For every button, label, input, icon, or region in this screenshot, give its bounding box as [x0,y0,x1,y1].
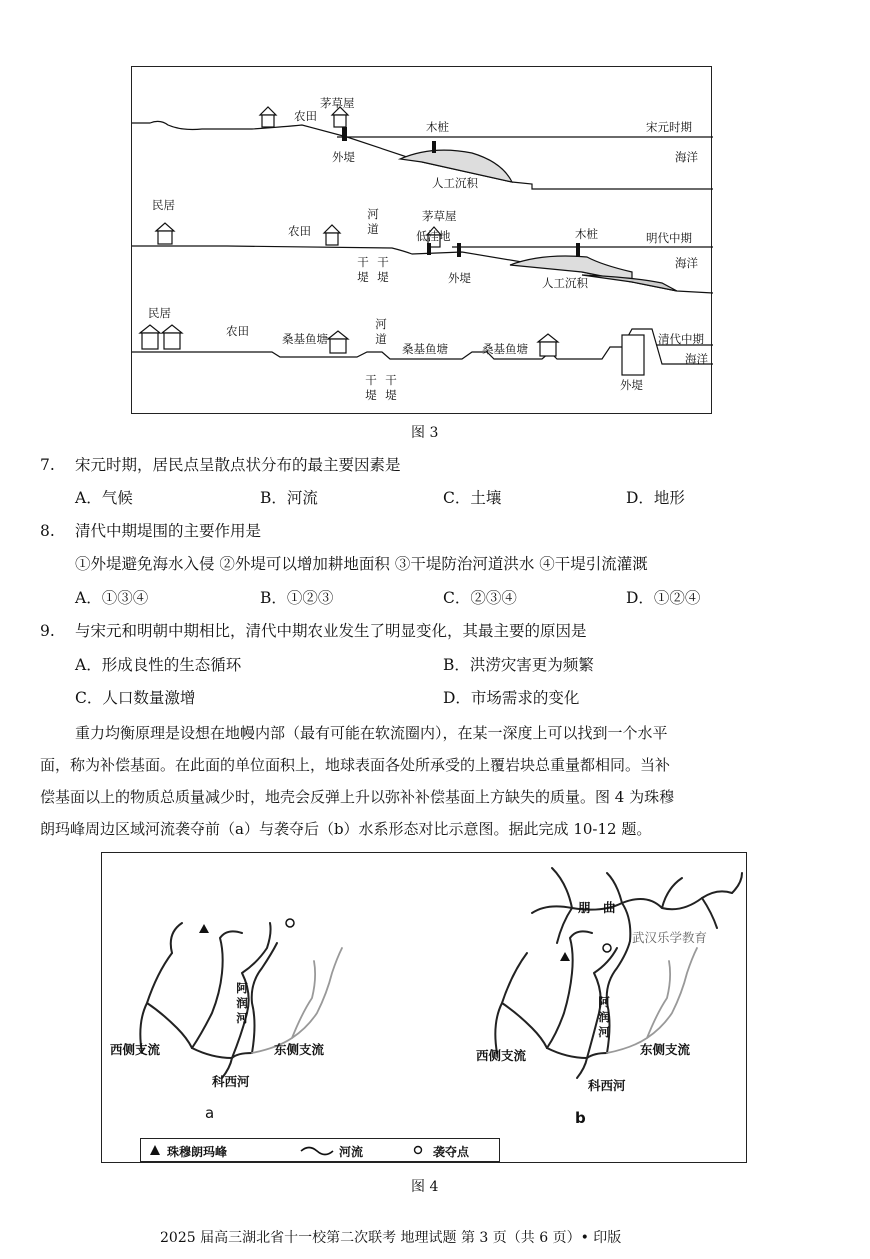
q7-option-d: D．地形 [626,489,685,507]
qing-pond3-label: 桑基鱼塘 [482,342,528,356]
ming-sediment-label: 人工沉积 [542,276,588,290]
song-period-label: 宋元时期 [646,120,692,134]
a-west-label: 西侧支流 [110,1042,161,1057]
song-dike-label: 外堤 [332,150,355,164]
q8-statements: ①外堤避免海水入侵 ②外堤可以增加耕地面积 ③干堤防治河道洪水 ④干堤引流灌溉 [75,555,648,573]
q7-stem: 宋元时期，居民点呈散点状分布的最主要因素是 [75,456,401,474]
qing-pond2-label: 桑基鱼塘 [402,342,448,356]
b-west-label: 西侧支流 [476,1048,527,1063]
qing-outer-dike-label: 外堤 [620,378,643,392]
q9-number: 9. [40,622,55,640]
q7-number: 7. [40,456,55,474]
peak-icon [150,1145,160,1155]
ming-pile-label: 木桩 [575,227,598,241]
qing-sea-label: 海洋 [685,352,708,366]
figure-3-caption: 图 3 [411,425,439,441]
q8-option-d: D．①②④ [626,589,701,607]
ming-outer-dike-label: 外堤 [448,271,471,285]
b-arun-label: 阿 润 河 [598,995,610,1039]
figure-4-drawing [102,853,748,1164]
qing-period-label: 清代中期 [658,332,704,346]
q9-option-c: C．人口数量激增 [75,689,196,707]
panel-a-label: a [205,1104,215,1122]
ming-dike-right-label: 干堤 [377,255,389,284]
river-line-icon [301,1148,333,1155]
b-kosi-label: 科西河 [588,1078,626,1093]
figure-4-caption: 图 4 [411,1179,439,1195]
q8-stem: 清代中期堤围的主要作用是 [75,522,262,540]
q9-option-b: B．洪涝灾害更为频繁 [443,656,594,674]
a-arun-label: 阿 润 河 [236,981,248,1025]
passage-line-4: 朗玛峰周边区域河流袭夺前（a）与袭夺后（b）水系形态对比示意图。据此完成 10-12 题。 [40,820,652,838]
qing-dike-right-label: 干堤 [385,373,397,402]
a-kosi-label: 科西河 [212,1074,250,1089]
qing-pond1-label: 桑基鱼塘 [282,332,328,346]
ming-house-label: 民居 [152,198,175,212]
qing-field-label: 农田 [226,324,249,338]
qing-house-label: 民居 [148,306,171,320]
figure-4-legend [140,1138,500,1162]
q9-option-d: D．市场需求的变化 [443,689,580,707]
q7-option-a: A．气候 [75,489,133,507]
a-east-label: 东侧支流 [274,1042,325,1057]
q8-option-b: B．①②③ [260,589,334,607]
q7-option-b: B．河流 [260,489,318,507]
ming-field-label: 农田 [288,224,311,238]
b-pengqu-label: 朋 曲 [578,900,616,915]
ming-sea-label: 海洋 [675,256,698,270]
q8-option-a: A．①③④ [75,589,149,607]
q7-option-c: C．土壤 [443,489,502,507]
legend-peak-label: 珠穆朗玛峰 [167,1145,228,1159]
b-east-label: 东侧支流 [640,1042,691,1057]
passage-line-3: 偿基面以上的物质总质量减少时，地壳会反弹上升以弥补补偿基面上方缺失的质量。图 4 为珠穆 [40,788,675,806]
song-field-label: 农田 [294,109,317,123]
ming-hut-label: 茅草屋 [422,209,457,223]
q8-option-c: C．②③④ [443,589,517,607]
capture-point-icon [415,1147,422,1154]
panel-b-label: b [575,1109,586,1127]
song-hut-label: 茅草屋 [320,96,355,110]
figure-3 [131,66,712,414]
ming-lowland-label: 低洼地 [416,229,451,243]
ming-period-label: 明代中期 [646,231,692,245]
ming-dike-left-label: 干堤 [357,255,369,284]
song-sea-label: 海洋 [675,150,698,164]
song-sediment-label: 人工沉积 [432,176,478,190]
q9-option-a: A．形成良性的生态循环 [75,656,242,674]
legend-capture-label: 袭夺点 [433,1145,470,1159]
song-pile-label: 木桩 [426,120,449,134]
q8-number: 8. [40,522,55,540]
passage-line-1: 重力均衡原理是设想在地幔内部（最有可能在软流圈内），在某一深度上可以找到一个水平 [75,724,668,742]
b-watermark: 武汉乐学教育 [632,930,708,945]
page-footer: 2025 届高三湖北省十一校第二次联考 地理试题 第 3 页（共 6 页）• 印版 [160,1230,622,1246]
passage-line-2: 面，称为补偿基面。在此面的单位面积上，地球表面各处所承受的上覆岩块总重量都相同。当补 [40,756,671,774]
figure-4 [101,852,747,1163]
legend-river-label: 河流 [339,1145,364,1159]
qing-dike-left-label: 干堤 [365,373,377,402]
ming-channel-label: 河道 [367,207,379,236]
q9-stem: 与宋元和明朝中期相比，清代中期农业发生了明显变化，其最主要的原因是 [75,622,587,640]
qing-channel-label: 河道 [375,317,387,346]
